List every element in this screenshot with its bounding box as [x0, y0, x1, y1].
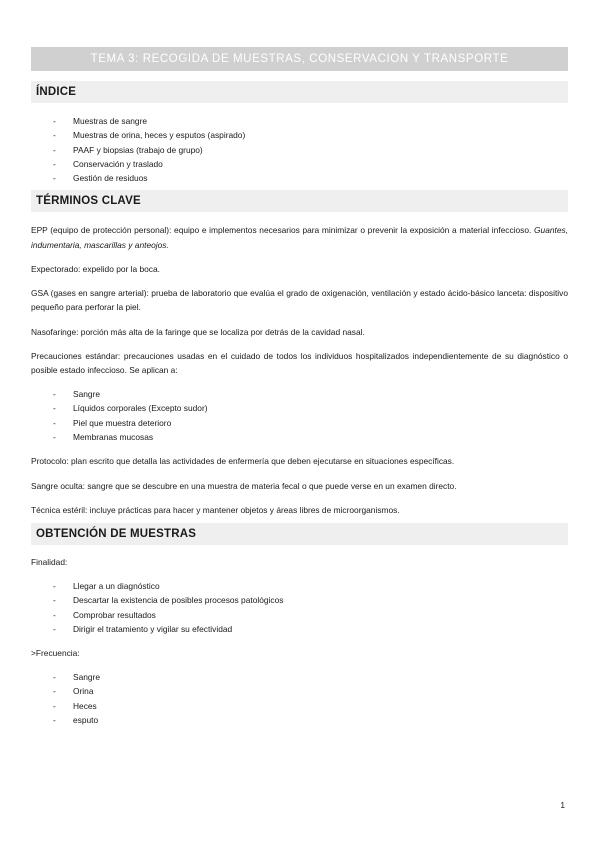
- list-item: - Líquidos corporales (Excepto sudor): [31, 401, 568, 415]
- list-item: - PAAF y biopsias (trabajo de grupo): [31, 143, 568, 157]
- indice-list: [31, 114, 568, 185]
- list-item: - Comprobar resultados: [31, 608, 568, 622]
- list-item: - Sangre: [31, 387, 568, 401]
- term-epp-text: EPP (equipo de protección personal): equipo e implementos necesarios para minimizar o prevenir la exposición a material infeccioso.: [31, 225, 532, 236]
- term-epp: [31, 223, 568, 251]
- finalidad-label: Finalidad:: [31, 556, 68, 567]
- list-item: - Descartar la existencia de posibles procesos patológicos: [31, 593, 568, 607]
- list-item: - Heces: [31, 699, 568, 713]
- list-item: - Conservación y traslado: [31, 157, 568, 171]
- page-number: 1: [560, 800, 565, 810]
- list-item: - Dirigir el tratamiento y vigilar su efectividad: [31, 622, 568, 636]
- document-title: TEMA 3: RECOGIDA DE MUESTRAS, CONSERVACION Y TRANSPORTE: [31, 47, 568, 71]
- term-protocolo: Protocolo: plan escrito que detalla las actividades de enfermería que deben ejecutarse en situaciones específicas.: [31, 456, 455, 467]
- list-item: - Orina: [31, 684, 568, 698]
- frecuencia-list: [31, 670, 568, 727]
- term-epp-examples: Guantes, indumentaria, mascarillas y anteojos.: [31, 225, 569, 250]
- document-page: [31, 47, 568, 727]
- term-precauciones: Precauciones estándar: precauciones usadas en el cuidado de todos los individuos hospitalizados independientemente de su diagnóstico o posible estado infeccioso. Se aplican a:: [31, 350, 568, 375]
- list-item: - Muestras de orina, heces y esputos (aspirado): [31, 128, 568, 142]
- list-item: - Sangre: [31, 670, 568, 684]
- section-heading-indice: ÍNDICE: [31, 81, 568, 103]
- term-expectorado: Expectorado: expelido por la boca.: [31, 263, 160, 274]
- frecuencia-label: >Frecuencia:: [31, 648, 80, 659]
- list-item: - Llegar a un diagnóstico: [31, 579, 568, 593]
- finalidad-list: [31, 579, 568, 636]
- section-heading-terminos: TÉRMINOS CLAVE: [31, 190, 568, 212]
- list-item: - Muestras de sangre: [31, 114, 568, 128]
- section-heading-obtencion: OBTENCIÓN DE MUESTRAS: [31, 523, 568, 545]
- list-item: - Piel que muestra deterioro: [31, 416, 568, 430]
- term-tecnica-esteril: Técnica estéril: incluye prácticas para hacer y mantener objetos y áreas libres de microorganismos.: [31, 504, 400, 515]
- precauciones-list: [31, 387, 568, 444]
- list-item: - esputo: [31, 713, 568, 727]
- term-gsa: GSA (gases en sangre arterial): prueba de laboratorio que evalúa el grado de oxigenación, ventilación y estado ácido-básico lanceta: dispositivo pequeño para perforar la piel.: [31, 288, 568, 313]
- term-nasofaringe: Nasofaringe: porción más alta de la faringe que se localiza por detrás de la cavidad nasal.: [31, 326, 365, 337]
- term-sangre-oculta: Sangre oculta: sangre que se descubre en una muestra de materia fecal o que puede verse en un examen directo.: [31, 480, 457, 491]
- list-item: - Gestión de residuos: [31, 171, 568, 185]
- list-item: - Membranas mucosas: [31, 430, 568, 444]
